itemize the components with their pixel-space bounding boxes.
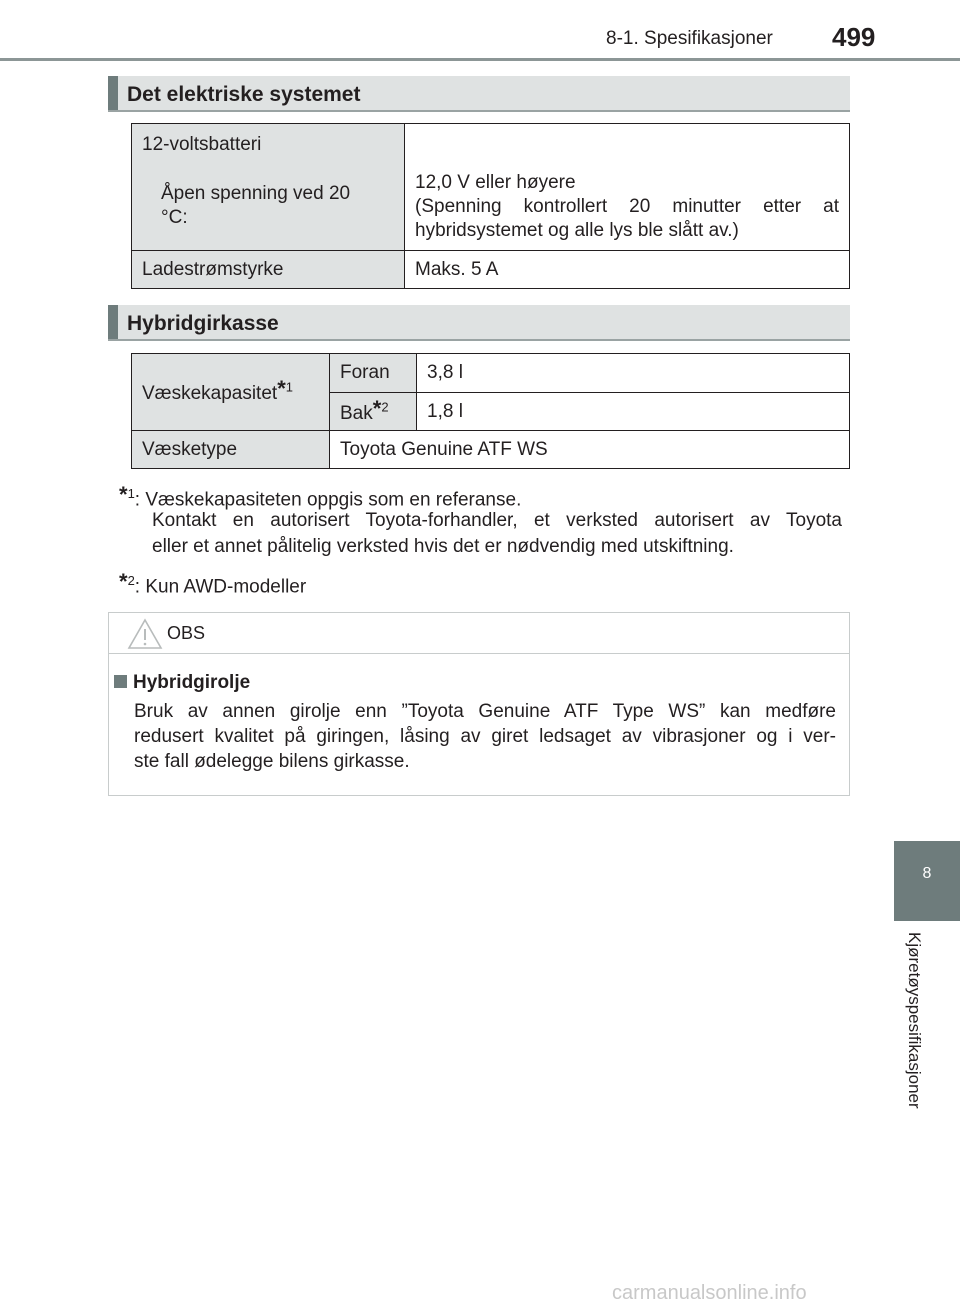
chapter-tab[interactable] xyxy=(894,841,960,921)
section-title: 8-1. Spesifikasjoner xyxy=(606,28,773,49)
warning-triangle-icon xyxy=(127,618,163,650)
footnote-mark: * xyxy=(119,482,128,508)
capacity-mark: * xyxy=(277,376,286,401)
obs-line-1: Bruk av annen girolje enn ”Toyota Genuine ATF Type WS” kan medføre xyxy=(134,701,836,722)
obs-box xyxy=(108,612,850,796)
footnote-2 xyxy=(119,568,306,600)
transmission-table xyxy=(131,353,850,469)
table-row xyxy=(132,431,850,469)
obs-bullet-square xyxy=(114,675,127,688)
voltage-label: Åpen spenning ved 20 °C: xyxy=(161,183,351,228)
capacity-label-cell xyxy=(132,354,330,431)
rear-mark: * xyxy=(372,395,382,421)
obs-heading xyxy=(114,672,250,694)
obs-line-2: redusert kvalitet på giringen, låsing av giret ledsaget av vibrasjoner og i ver- xyxy=(134,726,836,747)
heading-bar xyxy=(108,76,118,110)
heading-title: Det elektriske systemet xyxy=(127,83,361,106)
voltage-value-cell xyxy=(405,124,850,251)
battery-label-cell xyxy=(132,124,405,251)
footnote-1-line2: Kontakt en autorisert Toyota-forhandler, et verksted autorisert av Toyota xyxy=(152,510,842,531)
heading-title: Hybridgirkasse xyxy=(127,312,279,335)
obs-body xyxy=(109,654,849,795)
section-heading-electrical xyxy=(108,76,850,112)
chapter-label: Kjøretøyspesifikasjoner xyxy=(905,932,924,1109)
table-row xyxy=(132,354,850,393)
voltage-value: 12,0 V eller høyere xyxy=(415,172,576,193)
electrical-table xyxy=(131,123,850,289)
table-row xyxy=(132,251,850,289)
rear-label-cell xyxy=(330,393,417,431)
rear-ref: 2 xyxy=(381,399,389,415)
footnote-ref: 2 xyxy=(127,573,135,588)
obs-line-3: ste fall ødelegge bilens girkasse. xyxy=(134,751,410,772)
obs-header xyxy=(109,613,849,654)
page-number: 499 xyxy=(832,22,876,52)
front-value: 3,8 l xyxy=(417,354,850,393)
section-heading-transmission xyxy=(108,305,850,341)
watermark: carmanualsonline.info xyxy=(612,1282,807,1304)
footnote-text: : Væskekapasiteten oppgis som en referanse. xyxy=(134,489,522,511)
voltage-note: (Spenning kontrollert 20 minutter etter at hybridsystemet og alle lys ble slått av.) xyxy=(415,196,839,241)
front-label: Foran xyxy=(330,354,417,393)
obs-heading-text: Hybridgirolje xyxy=(133,672,251,693)
rear-value: 1,8 l xyxy=(417,393,850,431)
footnote-mark: * xyxy=(119,569,128,595)
header-rule xyxy=(0,58,960,61)
fluid-value: Toyota Genuine ATF WS xyxy=(330,431,850,469)
fluid-label: Væsketype xyxy=(132,431,330,469)
capacity-label: Væskekapasitet xyxy=(142,383,278,404)
footnote-ref: 1 xyxy=(127,486,135,501)
capacity-ref: 1 xyxy=(285,379,293,395)
rear-label: Bak xyxy=(340,402,373,424)
footnote-1-line3: eller et annet pålitelig verksted hvis det er nødvendig med utskiftning. xyxy=(152,536,734,557)
charge-label: Ladestrømstyrke xyxy=(132,251,405,289)
footnote-text: : Kun AWD-modeller xyxy=(134,576,307,598)
table-row xyxy=(132,124,850,251)
chapter-number: 8 xyxy=(922,865,932,882)
battery-label: 12-voltsbatteri xyxy=(142,134,262,155)
heading-bar xyxy=(108,305,118,339)
obs-title: OBS xyxy=(167,623,206,643)
charge-value: Maks. 5 A xyxy=(405,251,850,289)
